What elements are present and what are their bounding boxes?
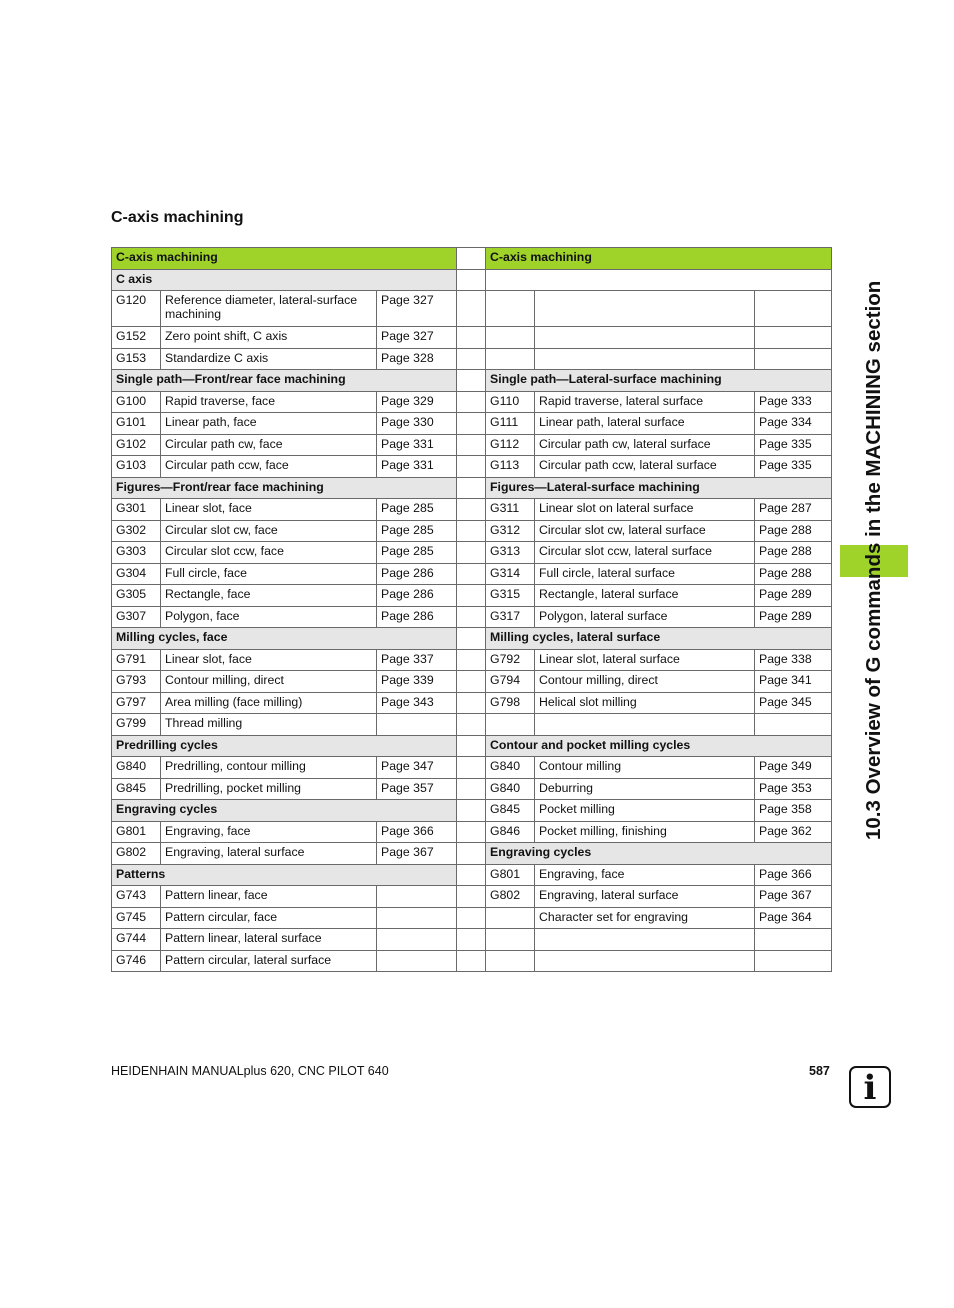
table-row [112,907,832,929]
right-page-ref: Page 289 [755,606,832,628]
left-page-ref [377,714,457,736]
right-description: Pocket milling, finishing [535,821,755,843]
right-g-code: G315 [486,585,535,607]
right-page-ref: Page 345 [755,692,832,714]
right-g-code: G110 [486,391,535,413]
left-g-code: G797 [112,692,161,714]
table-row [112,413,832,435]
right-description [535,929,755,951]
right-g-code [486,291,535,327]
left-description: Rectangle, face [161,585,377,607]
right-subheader: Single path—Lateral-surface machining [486,370,832,392]
right-g-code: G113 [486,456,535,478]
right-g-code: G840 [486,757,535,779]
right-page-ref [755,714,832,736]
column-gap [457,907,486,929]
right-description [535,348,755,370]
right-subheader: Figures—Lateral-surface machining [486,477,832,499]
left-g-code: G100 [112,391,161,413]
table-row [112,563,832,585]
left-page-ref: Page 330 [377,413,457,435]
right-g-code [486,348,535,370]
table-row [112,348,832,370]
left-description: Area milling (face milling) [161,692,377,714]
left-description: Circular slot ccw, face [161,542,377,564]
right-page-ref: Page 364 [755,907,832,929]
right-g-code: G317 [486,606,535,628]
left-page-ref: Page 331 [377,434,457,456]
page-number: 587 [809,1064,830,1078]
left-description: Predrilling, pocket milling [161,778,377,800]
right-g-code [486,907,535,929]
right-description: Engraving, face [535,864,755,886]
right-description: Pocket milling [535,800,755,822]
table-row [112,671,832,693]
right-table-header: C-axis machining [486,248,832,270]
table-row [112,606,832,628]
left-g-code: G845 [112,778,161,800]
left-description: Rapid traverse, face [161,391,377,413]
left-description: Pattern linear, face [161,886,377,908]
right-page-ref: Page 338 [755,649,832,671]
right-page-ref: Page 366 [755,864,832,886]
left-g-code: G793 [112,671,161,693]
column-gap [457,714,486,736]
left-page-ref: Page 286 [377,606,457,628]
column-gap [457,649,486,671]
left-g-code: G744 [112,929,161,951]
left-g-code: G746 [112,950,161,972]
left-description: Predrilling, contour milling [161,757,377,779]
right-description: Contour milling [535,757,755,779]
left-description: Pattern linear, lateral surface [161,929,377,951]
right-g-code: G801 [486,864,535,886]
info-icon: i [849,1066,891,1108]
right-g-code [486,714,535,736]
right-description: Character set for engraving [535,907,755,929]
column-gap [457,929,486,951]
right-page-ref: Page 335 [755,434,832,456]
table-row [112,542,832,564]
left-g-code: G303 [112,542,161,564]
chapter-side-title: 10.3 Overview of G commands in the MACHINING section [862,280,885,840]
table-row [112,327,832,349]
column-gap [457,692,486,714]
left-g-code: G799 [112,714,161,736]
right-page-ref: Page 362 [755,821,832,843]
left-page-ref: Page 343 [377,692,457,714]
right-page-ref: Page 349 [755,757,832,779]
right-page-ref: Page 341 [755,671,832,693]
right-g-code: G846 [486,821,535,843]
left-description: Engraving, lateral surface [161,843,377,865]
left-page-ref: Page 285 [377,499,457,521]
right-page-ref [755,327,832,349]
left-page-ref: Page 366 [377,821,457,843]
left-g-code: G743 [112,886,161,908]
column-gap [457,757,486,779]
right-description: Linear slot on lateral surface [535,499,755,521]
subheader-row [112,370,832,392]
right-page-ref [755,950,832,972]
left-page-ref: Page 329 [377,391,457,413]
column-gap [457,413,486,435]
section-heading: C-axis machining [111,209,244,226]
left-page-ref: Page 328 [377,348,457,370]
left-page-ref: Page 331 [377,456,457,478]
left-description: Polygon, face [161,606,377,628]
left-g-code: G152 [112,327,161,349]
table-row [112,929,832,951]
column-gap [457,778,486,800]
table-row [112,778,832,800]
right-subheader: Engraving cycles [486,843,832,865]
right-page-ref: Page 335 [755,456,832,478]
right-description: Engraving, lateral surface [535,886,755,908]
right-page-ref: Page 287 [755,499,832,521]
footer-manual-title: HEIDENHAIN MANUALplus 620, CNC PILOT 640 [111,1064,389,1078]
left-description: Zero point shift, C axis [161,327,377,349]
left-subheader: Milling cycles, face [112,628,457,650]
column-gap [457,542,486,564]
right-description: Contour milling, direct [535,671,755,693]
column-gap [457,886,486,908]
left-table-header: C-axis machining [112,248,457,270]
right-description [535,291,755,327]
subheader-row [112,269,832,291]
column-gap [457,843,486,865]
left-description: Thread milling [161,714,377,736]
left-subheader: Patterns [112,864,457,886]
column-gap [457,864,486,886]
right-description: Rectangle, lateral surface [535,585,755,607]
left-page-ref: Page 327 [377,327,457,349]
left-page-ref: Page 327 [377,291,457,327]
table-row [112,843,832,865]
right-page-ref: Page 353 [755,778,832,800]
left-subheader: Figures—Front/rear face machining [112,477,457,499]
column-gap [457,348,486,370]
left-subheader: C axis [112,269,457,291]
right-page-ref: Page 367 [755,886,832,908]
left-description: Circular slot cw, face [161,520,377,542]
right-description: Polygon, lateral surface [535,606,755,628]
table-row [112,821,832,843]
table-row [112,456,832,478]
column-gap [457,370,486,392]
left-page-ref: Page 286 [377,563,457,585]
column-gap [457,606,486,628]
left-g-code: G120 [112,291,161,327]
column-gap [457,821,486,843]
left-g-code: G745 [112,907,161,929]
left-page-ref [377,907,457,929]
left-g-code: G801 [112,821,161,843]
left-description: Full circle, face [161,563,377,585]
column-gap [457,391,486,413]
column-gap [457,499,486,521]
table-row [112,391,832,413]
left-description: Pattern circular, face [161,907,377,929]
right-subheader [486,269,832,291]
left-page-ref [377,886,457,908]
table-row [112,520,832,542]
right-description: Rapid traverse, lateral surface [535,391,755,413]
right-description: Circular path ccw, lateral surface [535,456,755,478]
right-page-ref [755,291,832,327]
table-row [112,585,832,607]
left-page-ref: Page 285 [377,542,457,564]
column-gap [457,585,486,607]
g-command-table [111,247,832,972]
right-g-code: G311 [486,499,535,521]
right-page-ref: Page 288 [755,520,832,542]
left-g-code: G103 [112,456,161,478]
column-gap [457,671,486,693]
left-page-ref [377,929,457,951]
column-gap [457,800,486,822]
right-g-code: G111 [486,413,535,435]
right-description: Helical slot milling [535,692,755,714]
right-g-code: G314 [486,563,535,585]
column-gap [457,248,486,270]
right-page-ref [755,929,832,951]
left-description: Circular path ccw, face [161,456,377,478]
left-g-code: G302 [112,520,161,542]
right-description: Circular slot ccw, lateral surface [535,542,755,564]
left-description: Contour milling, direct [161,671,377,693]
right-g-code: G845 [486,800,535,822]
left-description: Standardize C axis [161,348,377,370]
right-g-code: G312 [486,520,535,542]
right-description: Deburring [535,778,755,800]
column-gap [457,434,486,456]
column-gap [457,520,486,542]
left-description: Linear slot, face [161,499,377,521]
right-description [535,714,755,736]
right-g-code [486,950,535,972]
table-row [112,291,832,327]
left-page-ref [377,950,457,972]
right-page-ref: Page 358 [755,800,832,822]
left-page-ref: Page 347 [377,757,457,779]
right-g-code [486,327,535,349]
table-row [112,434,832,456]
right-page-ref: Page 289 [755,585,832,607]
column-gap [457,477,486,499]
table-row [112,800,832,822]
left-page-ref: Page 339 [377,671,457,693]
right-g-code: G802 [486,886,535,908]
left-subheader: Single path—Front/rear face machining [112,370,457,392]
table-row [112,950,832,972]
right-page-ref: Page 288 [755,542,832,564]
right-page-ref: Page 333 [755,391,832,413]
left-page-ref: Page 357 [377,778,457,800]
right-description: Full circle, lateral surface [535,563,755,585]
right-subheader: Milling cycles, lateral surface [486,628,832,650]
left-g-code: G153 [112,348,161,370]
column-gap [457,456,486,478]
table-row [112,864,832,886]
right-subheader: Contour and pocket milling cycles [486,735,832,757]
left-subheader: Engraving cycles [112,800,457,822]
right-g-code: G794 [486,671,535,693]
left-description: Circular path cw, face [161,434,377,456]
left-page-ref: Page 367 [377,843,457,865]
subheader-row [112,735,832,757]
left-g-code: G304 [112,563,161,585]
left-page-ref: Page 337 [377,649,457,671]
table-row [112,886,832,908]
right-page-ref: Page 288 [755,563,832,585]
column-gap [457,269,486,291]
subheader-row [112,477,832,499]
table-row [112,757,832,779]
table-header-row [112,248,832,270]
right-g-code: G792 [486,649,535,671]
right-page-ref: Page 334 [755,413,832,435]
right-g-code: G798 [486,692,535,714]
right-g-code: G112 [486,434,535,456]
right-g-code: G313 [486,542,535,564]
left-g-code: G840 [112,757,161,779]
subheader-row [112,628,832,650]
left-description: Linear path, face [161,413,377,435]
left-description: Linear slot, face [161,649,377,671]
right-description [535,327,755,349]
right-description: Linear slot, lateral surface [535,649,755,671]
column-gap [457,563,486,585]
left-page-ref: Page 286 [377,585,457,607]
left-g-code: G307 [112,606,161,628]
right-g-code [486,929,535,951]
left-description: Reference diameter, lateral-surface machining [161,291,377,327]
table-row [112,649,832,671]
column-gap [457,628,486,650]
table-row [112,692,832,714]
table-row [112,714,832,736]
column-gap [457,950,486,972]
right-description [535,950,755,972]
column-gap [457,291,486,327]
right-g-code: G840 [486,778,535,800]
right-page-ref [755,348,832,370]
left-g-code: G102 [112,434,161,456]
column-gap [457,735,486,757]
right-description: Linear path, lateral surface [535,413,755,435]
left-description: Engraving, face [161,821,377,843]
left-description: Pattern circular, lateral surface [161,950,377,972]
right-description: Circular slot cw, lateral surface [535,520,755,542]
left-g-code: G101 [112,413,161,435]
left-g-code: G301 [112,499,161,521]
left-page-ref: Page 285 [377,520,457,542]
right-description: Circular path cw, lateral surface [535,434,755,456]
left-g-code: G802 [112,843,161,865]
table-row [112,499,832,521]
column-gap [457,327,486,349]
left-subheader: Predrilling cycles [112,735,457,757]
left-g-code: G791 [112,649,161,671]
left-g-code: G305 [112,585,161,607]
